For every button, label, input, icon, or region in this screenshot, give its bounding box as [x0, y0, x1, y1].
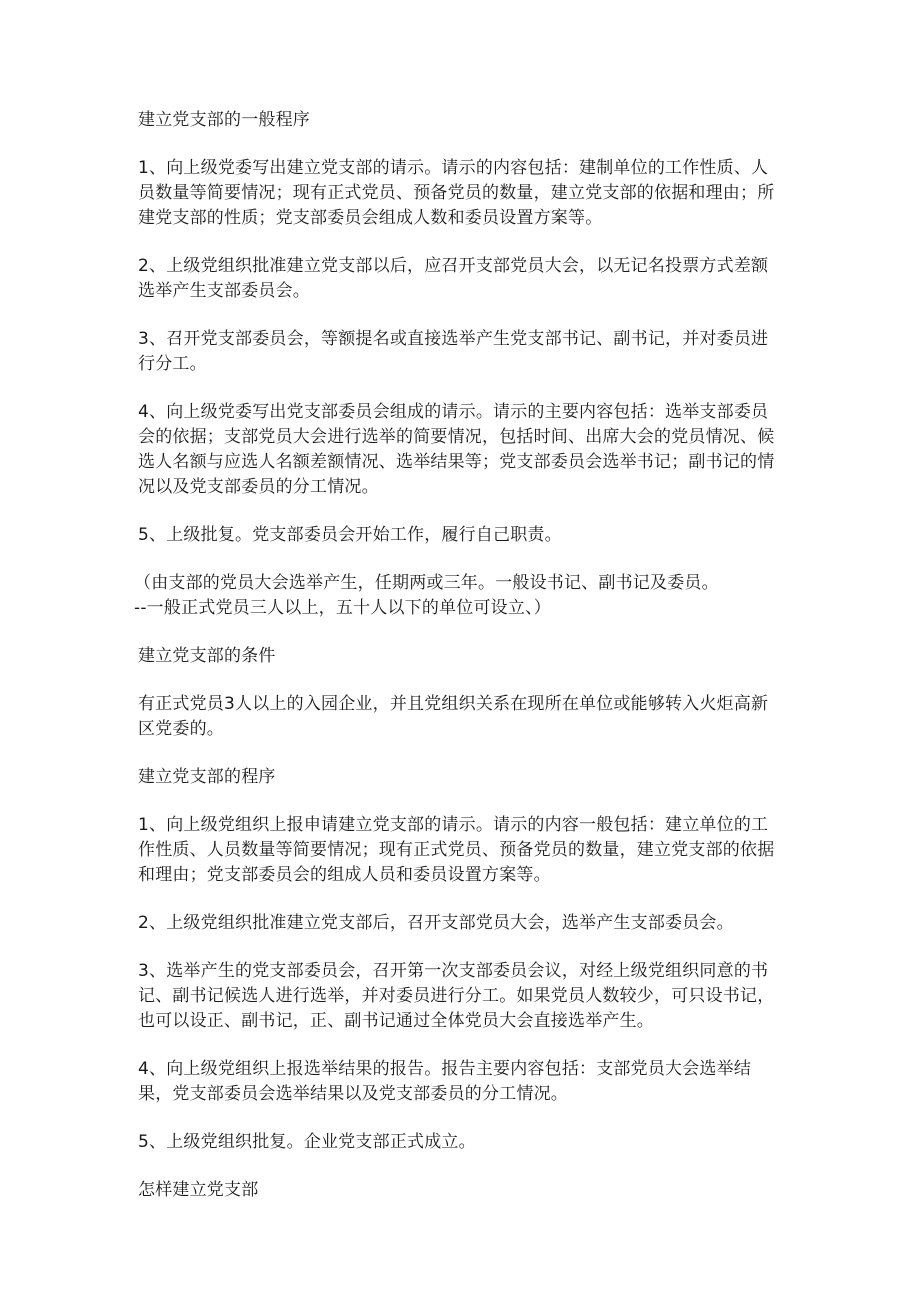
section-general-procedure — [134, 108, 778, 621]
procedure-step: 4、向上级党委写出党支部委员会组成的请示。请示的主要内容包括：选举支部委员会的依据；支部党员大会进行选举的简要情况，包括时间、出席大会的党员情况、候选人名额与应选人名额差额情况、选举结果等；党支部委员会选举书记；副书记的情况以及党支部委员的分工情况。 — [138, 402, 775, 497]
note-line: （由支部的党员大会选举产生，任期两或三年。一般设书记、副书记及委员。 — [134, 573, 719, 593]
procedure-step: 1、向上级党委写出建立党支部的请示。请示的内容包括：建制单位的工作性质、人员数量等简要情况；现有正式党员、预备党员的数量，建立党支部的依据和理由；所建党支部的性质；党支部委员会组成人数和委员设置方案等。 — [138, 158, 775, 228]
section-heading: 建立党支部的条件 — [138, 646, 276, 666]
section-conditions — [138, 644, 778, 742]
note-line: --一般正式党员三人以上，五十人以下的单位可设立、） — [134, 598, 551, 618]
section-procedure — [138, 765, 778, 1155]
procedure-step: 3、召开党支部委员会，等额提名或直接选举产生党支部书记、副书记，并对委员进行分工。 — [138, 329, 769, 374]
document-body — [134, 108, 778, 1226]
section-heading: 建立党支部的一般程序 — [138, 110, 310, 130]
procedure-step: 4、向上级党组织上报选举结果的报告。报告主要内容包括：支部党员大会选举结果，党支部委员会选举结果以及党支部委员的分工情况。 — [138, 1059, 752, 1104]
procedure-step: 3、选举产生的党支部委员会，召开第一次支部委员会议，对经上级党组织同意的书记、副书记候选人进行选举，并对委员进行分工。如果党员人数较少，可只设书记，也可以设正、副书记，正、副书记通过全体党员大会直接选举产生。 — [138, 961, 775, 1031]
section-how-to-establish — [138, 1178, 778, 1203]
procedure-step: 2、上级党组织批准建立党支部后，召开支部党员大会，选举产生支部委员会。 — [138, 913, 734, 933]
section-heading: 怎样建立党支部 — [138, 1180, 259, 1200]
parenthetical-note — [134, 571, 778, 621]
procedure-step: 2、上级党组织批准建立党支部以后，应召开支部党员大会，以无记名投票方式差额选举产生支部委员会。 — [138, 256, 769, 301]
procedure-step: 1、向上级党组织上报申请建立党支部的请示。请示的内容一般包括：建立单位的工作性质、人员数量等简要情况；现有正式党员、预备党员的数量，建立党支部的依据和理由；党支部委员会的组成人员和委员设置方案等。 — [138, 815, 775, 885]
section-heading: 建立党支部的程序 — [138, 767, 276, 787]
procedure-step: 5、上级党组织批复。企业党支部正式成立。 — [138, 1132, 476, 1152]
condition-paragraph: 有正式党员3人以上的入园企业，并且党组织关系在现所在单位或能够转入火炬高新区党委的。 — [138, 694, 769, 739]
procedure-step: 5、上级批复。党支部委员会开始工作，履行自己职责。 — [138, 525, 562, 545]
